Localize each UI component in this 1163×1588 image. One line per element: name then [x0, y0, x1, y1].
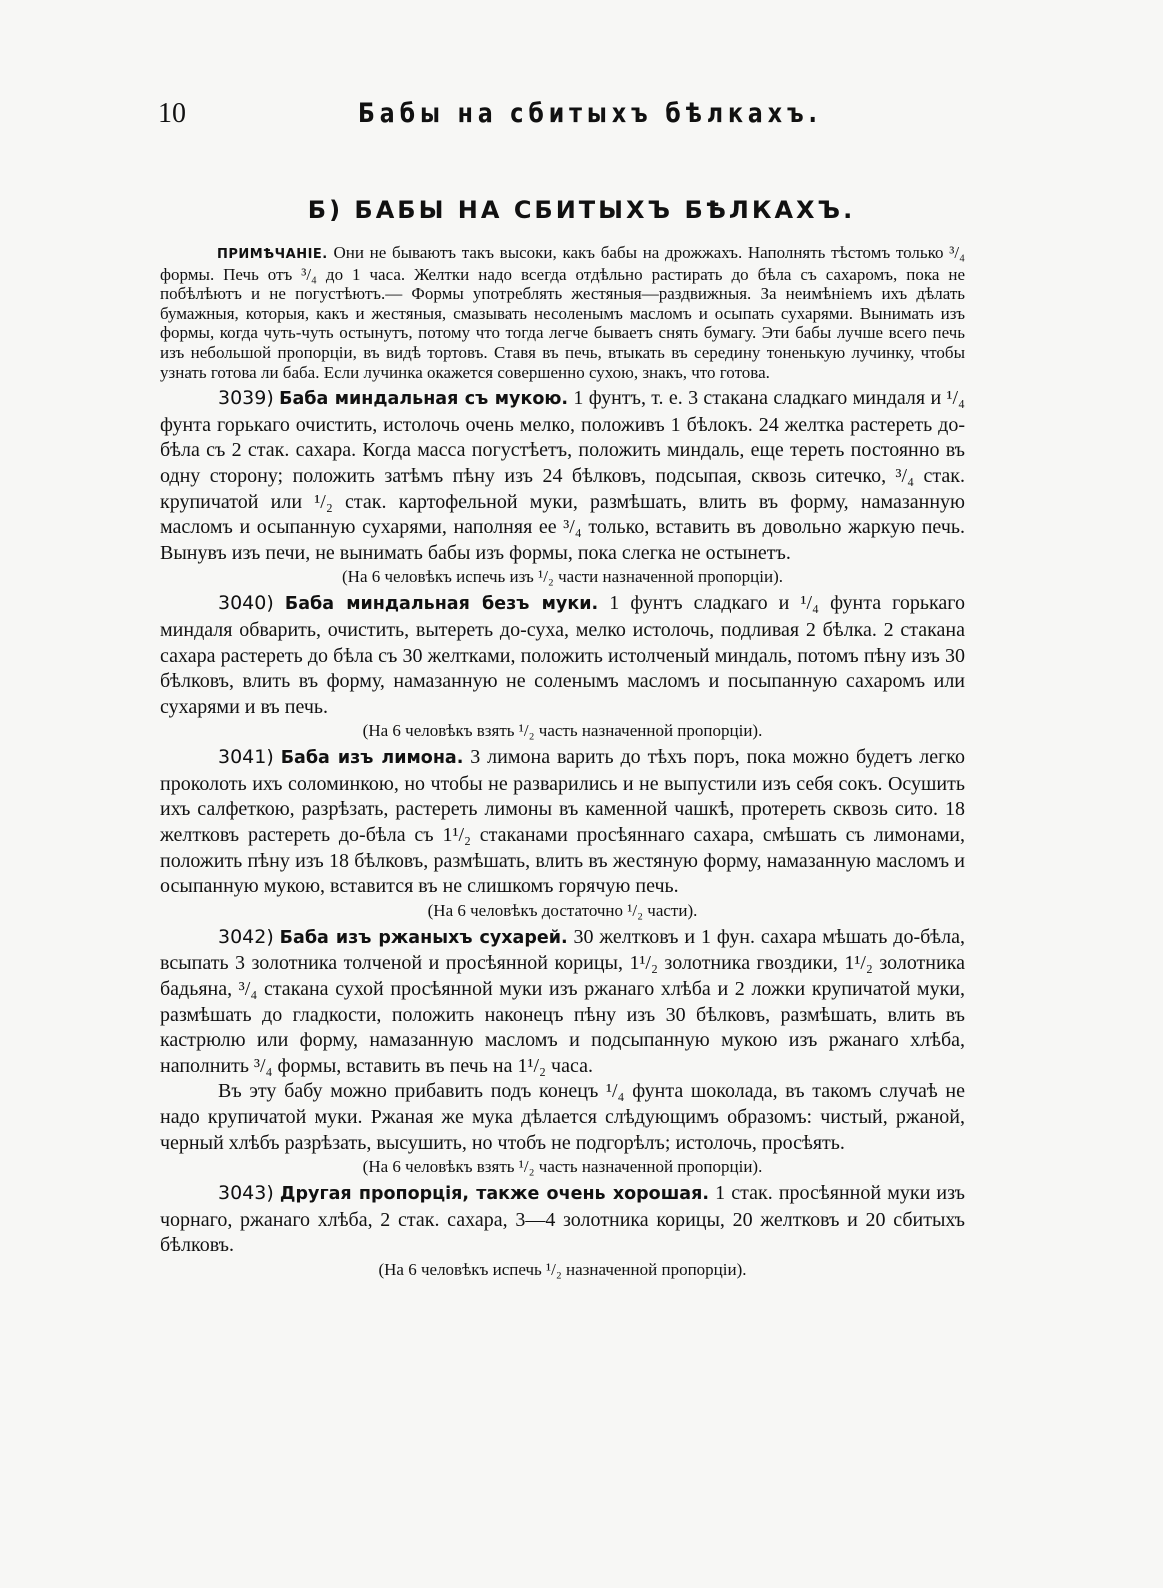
recipe-yield: (На 6 человѣкъ взять ¹/₂ часть назначенной пропорціи). — [362, 721, 763, 741]
recipe-title: Баба изъ ржаныхъ сухарей. — [279, 927, 568, 948]
recipe-title: Баба изъ лимона. — [280, 748, 464, 769]
recipe-number: 3039) — [218, 387, 274, 410]
recipe-3040 — [160, 591, 965, 720]
recipe-title: Другая пропорція, также очень хорошая. — [279, 1184, 709, 1205]
note-text: Они не бываютъ такъ высоки, какъ бабы на дрожжахъ. Наполнять тѣстомъ только ³/₄ формы. Печь отъ ³/₄ до 1 часа. Желтки надо всегда отдѣльно растирать до бѣла съ сахаромъ, пока не побѣлѣютъ и не погустѣютъ.— Формы употреблять жестяныя—раздвижныя. За неимѣніемъ ихъ дѣлать бумажныя, которыя, какъ и жестяныя, смазывать несоленымъ масломъ и осыпать сухарями. Вынимать изъ формы, когда чуть-чуть остынутъ, потому что тогда легче бываетъ снять бумагу. Эти бабы лучше всего печь изъ небольшой пропорціи, въ видѣ тортовъ. Ставя въ печь, втыкать въ середину тоненькую лучинку, чтобы узнать готова ли баба. Если лучинка окажется совершенно сухою, знакъ, что готова. — [160, 243, 965, 382]
recipe-text: 1 фунтъ, т. е. 3 стакана сладкаго миндаля и ¹/₄ фунта горькаго очистить, истолочь очень мелко, положивъ 1 бѣлокъ. 24 желтка растереть до-бѣла съ 2 стак. сахара. Когда масса погустѣетъ, положить миндаль, еще тереть постоянно въ одну сторону; положить затѣмъ пѣну изъ 24 бѣлковъ, подсыпая, сквозь ситечко, ³/₄ стак. крупичатой или ¹/₂ стак. картофельной муки, размѣшать, влить въ форму, намазанную масломъ и осыпанную сухарями, наполняя ее ³/₄ только, вставить въ довольно жаркую печь. Вынувъ изъ печи, не вынимать бабы изъ формы, пока слегка не остынетъ. — [160, 387, 966, 564]
running-title: Бабы на сбитыхъ бѣлкахъ. — [358, 98, 822, 129]
recipe-number: 3041) — [218, 746, 274, 769]
section-heading: Б) БАБЫ НА СБИТЫХЪ БѢЛКАХЪ. — [307, 196, 856, 224]
recipe-3041 — [160, 745, 965, 900]
recipe-yield: (На 6 человѣкъ испечь ¹/₂ назначенной пропорціи). — [378, 1259, 747, 1279]
recipe-title: Баба миндальная безъ муки. — [284, 594, 599, 615]
recipe-3042 — [160, 925, 965, 1080]
recipe-text: 1 фунтъ сладкаго и ¹/₄ фунта горькаго миндаля обварить, очистить, вытереть до-суха, мелко истолочь, подливая 2 бѣлка. 2 стакана сахара растереть до бѣла съ 30 желтками, положить истолченый миндаль, потомъ пѣну изъ 30 бѣлковъ, влить въ форму, намазанную не соленымъ масломъ и посыпанную сахаромъ или сухарями и въ печь. — [160, 592, 966, 718]
recipe-3039 — [160, 386, 965, 566]
recipe-yield: (На 6 человѣкъ испечь изъ ¹/₂ части назначенной пропорціи). — [342, 567, 783, 587]
recipe-title: Баба миндальная съ мукою. — [279, 389, 569, 410]
recipe-yield: (На 6 человѣкъ достаточно ¹/₂ части). — [427, 900, 698, 920]
recipe-3042-extra: Въ эту бабу можно прибавить подъ конецъ ¹/₄ фунта шоколада, въ такомъ случаѣ не надо крупичатой муки. Ржаная же мука дѣлается слѣдующимъ образомъ: чистый, ржаной, черный хлѣбъ разрѣзать, высушить, но чтобъ не подгорѣлъ; истолочь, просѣять. — [160, 1080, 965, 1154]
recipe-number: 3040) — [218, 592, 274, 615]
recipe-yield: (На 6 человѣкъ взять ¹/₂ часть назначенной пропорціи). — [362, 1157, 763, 1177]
page-number: 10 — [158, 98, 186, 129]
recipe-text: 1 стак. просѣянной муки изъ чорнаго, ржанаго хлѣба, 2 стак. сахара, 3—4 золотника корицы, 20 желтковъ и 20 сбитыхъ бѣлковъ. — [160, 1182, 966, 1257]
recipe-text: 30 желтковъ и 1 фун. сахара мѣшать до-бѣла, всыпать 3 золотника толченой и просѣянной корицы, 1¹/₂ золотника гвоздики, 1¹/₂ золотника бадьяна, ³/₄ стакана сухой просѣянной муки изъ ржанаго хлѣба и 2 ложки крупичатой муки, размѣшать до гладкости, положить наконецъ пѣну изъ 30 бѣлковъ, размѣшать, влить въ кастрюлю или форму, намазанную масломъ и подсыпанную мукою изъ ржанаго хлѣба, наполнить ³/₄ формы, вставить въ печь на 1¹/₂ часа. — [160, 925, 965, 1077]
recipe-number: 3042) — [218, 925, 274, 948]
text-column — [160, 243, 965, 1284]
note-paragraph — [160, 243, 965, 382]
recipe-number: 3043) — [218, 1182, 274, 1205]
recipe-text: 3 лимона варить до тѣхъ поръ, пока можно будетъ легко проколоть ихъ соломинкою, но чтобы не разварились и не выпустили изъ себя сокъ. Осушить ихъ салфеткою, разрѣзать, растереть лимоны въ каменной чашкѣ, протереть сквозь сито. 18 желтковъ растереть до-бѣла съ 1¹/₂ стаканами просѣяннаго сахара, смѣшать съ лимонами, положить пѣну изъ 18 бѣлковъ, размѣшать, влить въ жестяную форму, намазанную масломъ и осыпанную мукою, вставится въ не слишкомъ горячую печь. — [160, 746, 965, 898]
running-head — [158, 98, 968, 138]
recipe-3043 — [160, 1181, 965, 1259]
note-label: ПРИМѢЧАНІЕ. — [217, 247, 328, 262]
